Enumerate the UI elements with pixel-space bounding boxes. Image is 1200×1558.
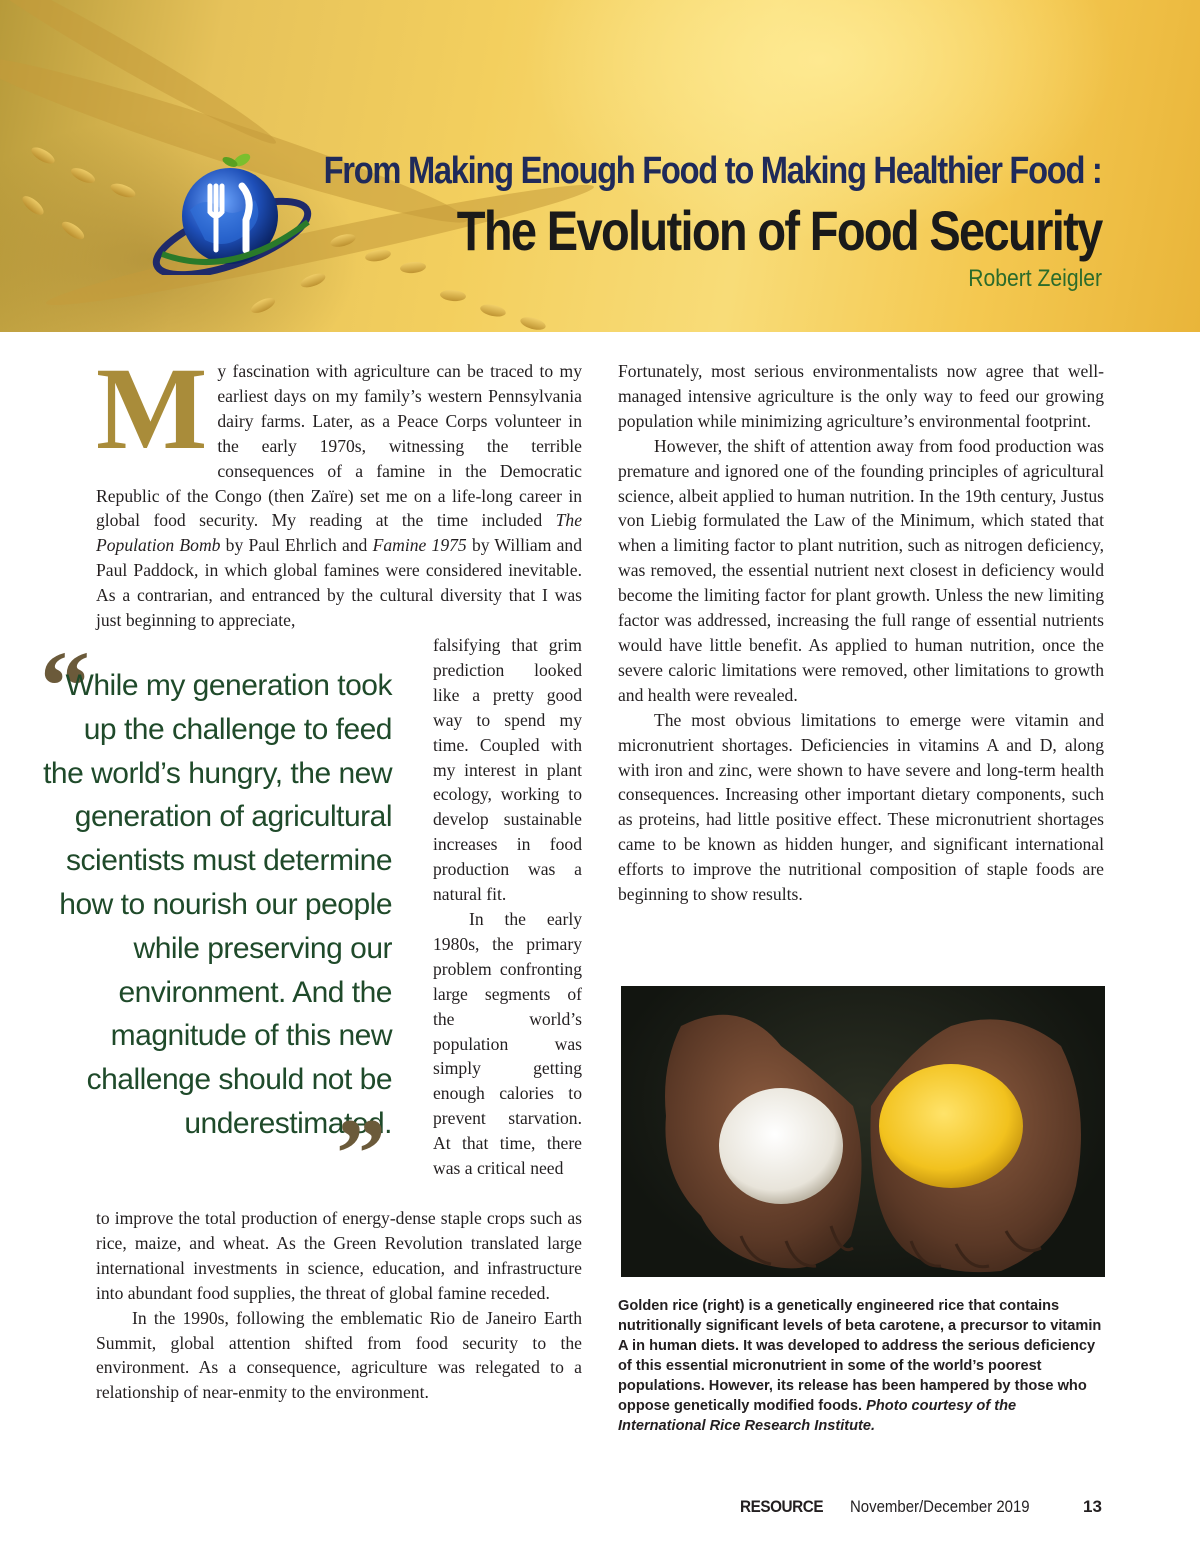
footer-magazine-name: RESOURCE [740, 1497, 824, 1516]
golden-rice-photo [621, 986, 1105, 1277]
intro-text: by Paul Ehrlich and [220, 535, 373, 556]
open-quote-mark: “ [40, 630, 90, 741]
paragraph: Fortunately, most serious environmentalists now agree that well-managed intensive agriculture is the only way to feed our growing population while minimizing agriculture’s environmental footprint. [618, 361, 1104, 431]
close-quote-mark: ” [336, 1098, 386, 1209]
continued-text [96, 1206, 582, 1405]
footer-issue-date: November/December 2019 [850, 1497, 1030, 1516]
pull-quote: While my generation took up the challenge to feed the world’s hungry, the new generation of agricultural scientists must determine how to nourish our people while preserving our environment. And the magnitude of this new challenge should not be underestimated. [43, 669, 392, 1140]
paragraph: However, the shift of attention away from food production was premature and ignored one of the founding principles of agricultural science, albeit applied to human nutrition. In the 19th century, Justus von Liebig formulated the Law of the Minimum, which stated that when a limiting factor to plant nutrition, such as nitrogen deficiency, was removed, the essential nutrient next closest in deficiency would become the limiting factor for plant growth. Unless the new limiting factor was addressed, increasing the full range of essential nutrients would have little benefit. As applied to human nutrition, once the severe caloric limitations were removed, other limitations to growth and health were revealed. [618, 435, 1104, 705]
title-line-2: The Evolution of Food Security [457, 199, 1102, 262]
photo-caption [618, 1296, 1104, 1436]
intro-text: y fascination with agriculture can be traced to my earliest days on my family’s western Pennsylvania dairy farms. Later, as a Peace Corps volunteer in the early 1970s, witnessing the terrible consequences of a famine in the Democratic Republic of the Congo (then Zaïre) set me on a life-long career in global food security. My reading at the time included [96, 361, 582, 531]
title-line-1: From Making Enough Food to Making Healthier Food : [324, 150, 1102, 192]
paragraph: In the 1990s, following the emblematic Rio de Janeiro Earth Summit, global attention shifted from food security to the environment. As a consequence, agriculture was relegated to a relationship of near-enmity to the environment. [96, 1307, 582, 1403]
intro-paragraph [96, 343, 582, 633]
caption-text: Golden rice (right) is a genetically engineered rice that contains nutritionally significant levels of beta carotene, a precursor to vitamin A in human diets. It was developed to address the serious deficiency of this essential micronutrient in some of the world’s poorest populations. However, its release has been hampered by those who oppose genetically modified foods. [618, 1298, 1102, 1414]
drop-cap: M [96, 343, 208, 474]
paragraph: to improve the total production of energy-dense staple crops such as rice, maize, and wheat. As the Green Revolution translated large international investments in science, education, and infrastructure into abundant food supplies, the threat of global famine receded. [96, 1208, 582, 1303]
book-title: Famine 1975 [372, 535, 467, 556]
globe-fork-knife-icon [150, 150, 315, 275]
page-number: 13 [1083, 1497, 1102, 1516]
narrow-column [433, 633, 582, 1181]
author-byline: Robert Zeigler [968, 265, 1102, 292]
photo-credit: Photo courtesy of the International Rice Research Institute. [618, 1398, 1017, 1434]
article-column-right [618, 359, 1104, 907]
book-title: The Population Bomb [96, 510, 582, 556]
paragraph: In the early 1980s, the primary problem confronting large segments of the world’s population was simply getting enough calories to prevent starvation. At that time, there was a critical need [433, 908, 582, 1179]
paragraph: The most obvious limitations to emerge were vitamin and micronutrient shortages. Deficiencies in vitamins A and D, along with iron and zinc, were shown to have severe and long-term health consequences. Increasing other important dietary components, such as proteins, had little positive effect. These micronutrient shortages came to be known as hidden hunger, and significant international efforts to improve the nutritional composition of staple foods are beginning to show results. [618, 709, 1104, 905]
header-banner [0, 0, 1200, 332]
paragraph: falsifying that grim prediction looked like a pretty good way to spend my time. Coupled with my interest in plant ecology, working to develop sustainable increases in food production was a natural fit. [433, 635, 582, 905]
intro-text: by William and Paul Paddock, in which global famines were considered inevitable. As a contrarian, and entranced by the cultural diversity that I was just beginning to appreciate, [96, 535, 582, 631]
